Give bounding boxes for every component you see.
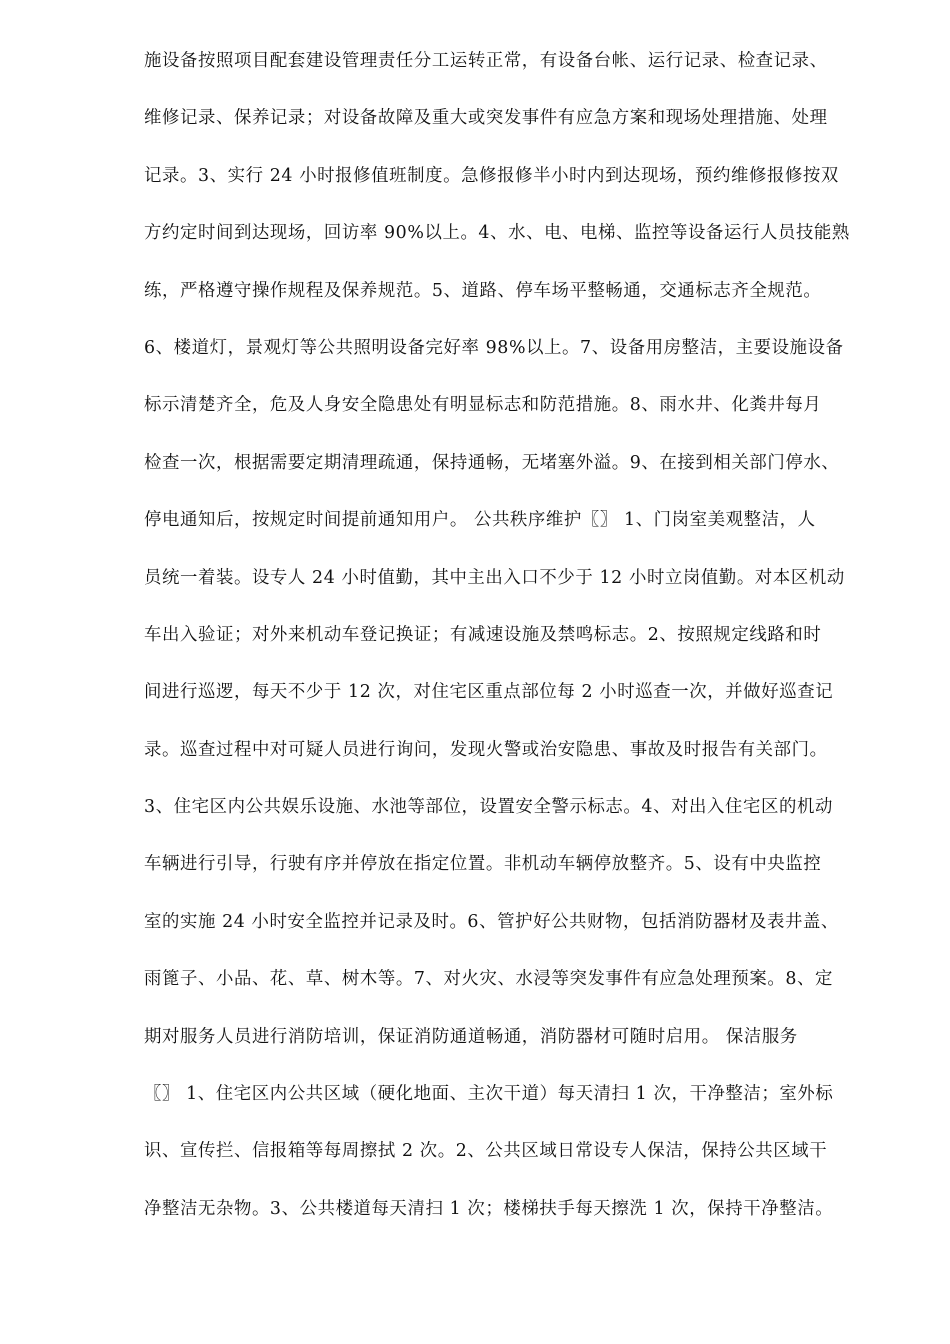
text-line: 3、住宅区内公共娱乐设施、水池等部位，设置安全警示标志。4、对出入住宅区的机动 xyxy=(144,797,833,818)
text-line: 记录。3、实行 24 小时报修值班制度。急修报修半小时内到达现场，预约维修报修按双 xyxy=(144,165,839,186)
text-line: 6、楼道灯，景观灯等公共照明设备完好率 98%以上。7、设备用房整洁，主要设施设备 xyxy=(144,337,844,358)
text-line: 识、宣传拦、信报箱等每周擦拭 2 次。2、公共区域日常设专人保洁，保持公共区域干 xyxy=(144,1141,828,1162)
text-line: 检查一次，根据需要定期清理疏通，保持通畅，无堵塞外溢。9、在接到相关部门停水、 xyxy=(144,452,840,473)
text-line: 员统一着装。设专人 24 小时值勤，其中主出入口不少于 12 小时立岗值勤。对本区机动 xyxy=(144,567,845,588)
text-line: 〖〗 1、住宅区内公共区域（硬化地面、主次干道）每天清扫 1 次，干净整洁；室外标 xyxy=(144,1084,834,1105)
text-line: 录。巡查过程中对可疑人员进行询问，发现火警或治安隐患、事故及时报告有关部门。 xyxy=(144,739,828,760)
text-line: 练，严格遵守操作规程及保养规范。5、道路、停车场平整畅通，交通标志齐全规范。 xyxy=(144,280,822,301)
text-line: 雨篦子、小品、花、草、树木等。7、对火灾、水浸等突发事件有应急处理预案。8、定 xyxy=(144,969,833,990)
text-line: 施设备按照项目配套建设管理责任分工运转正常，有设备台帐、运行记录、检查记录、 xyxy=(144,51,828,71)
text-line: 间进行巡逻，每天不少于 12 次，对住宅区重点部位每 2 小时巡查一次，并做好巡查记 xyxy=(144,682,834,703)
text-line: 维修记录、保养记录；对设备故障及重大或突发事件有应急方案和现场处理措施、处理 xyxy=(144,108,828,129)
text-line: 标示清楚齐全，危及人身安全隐患处有明显标志和防范措施。8、雨水井、化粪井每月 xyxy=(144,395,822,416)
body-text xyxy=(144,46,884,1251)
text-line: 车辆进行引导，行驶有序并停放在指定位置。非机动车辆停放整齐。5、设有中央监控 xyxy=(144,854,822,875)
text-line: 停电通知后，按规定时间提前通知用户。 公共秩序维护〖〗 1、门岗室美观整洁，人 xyxy=(144,510,816,531)
text-line: 方约定时间到达现场，回访率 90%以上。4、水、电、电梯、监控等设备运行人员技能熟 xyxy=(144,223,850,244)
text-line: 净整洁无杂物。3、公共楼道每天清扫 1 次；楼梯扶手每天擦洗 1 次，保持干净整洁。 xyxy=(144,1198,834,1219)
text-line: 期对服务人员进行消防培训，保证消防通道畅通，消防器材可随时启用。 保洁服务 xyxy=(144,1026,798,1047)
text-line: 室的实施 24 小时安全监控并记录及时。6、管护好公共财物，包括消防器材及表井盖、 xyxy=(144,911,839,932)
text-line: 车出入验证；对外来机动车登记换证；有减速设施及禁鸣标志。2、按照规定线路和时 xyxy=(144,624,822,645)
